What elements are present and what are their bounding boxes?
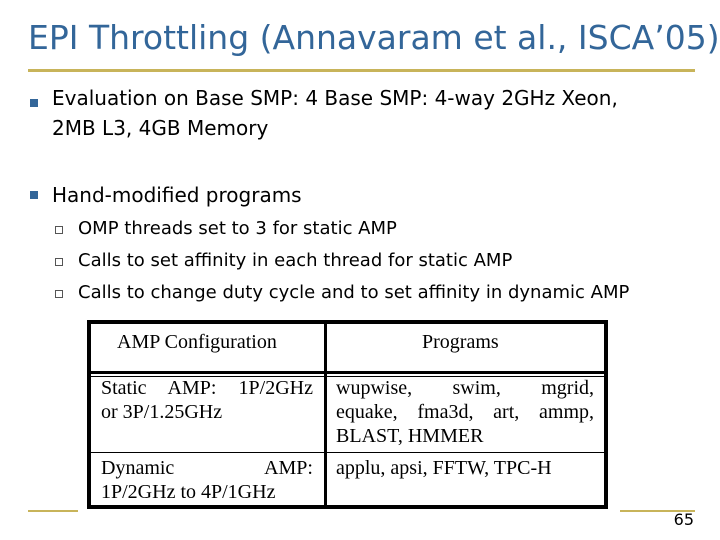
- table-row-1-programs-line-1: wupwise, swim, mgrid,: [336, 377, 594, 399]
- table-header-divider: [91, 371, 604, 374]
- sub-bullet-2: Calls to set affinity in each thread for static AMP: [78, 250, 513, 271]
- sub-bullet-marker: [55, 290, 63, 298]
- title-rule: [28, 69, 695, 72]
- amp-configuration-table: [87, 320, 608, 509]
- table-row-2-programs: applu, apsi, FFTW, TPC-H: [336, 457, 552, 479]
- table-row-divider: [91, 452, 604, 453]
- table-header-programs: Programs: [422, 331, 499, 353]
- table-header-config: AMP Configuration: [117, 331, 277, 353]
- table-row-1-programs-line-2: equake, fma3d, art, ammp,: [336, 401, 594, 423]
- table-row-2-config-line-2: 1P/2GHz to 4P/1GHz: [101, 481, 276, 503]
- table-row-1-config-line-2: or 3P/1.25GHz: [101, 401, 223, 423]
- sub-bullet-marker: [55, 226, 63, 234]
- bullet-1-line-2: 2MB L3, 4GB Memory: [52, 116, 269, 140]
- bullet-1-line-1: Evaluation on Base SMP: 4 Base SMP: 4-way 2GHz Xeon,: [52, 86, 618, 110]
- bullet-2-line-1: Hand-modified programs: [52, 183, 302, 207]
- table-row-2-config-line-1: Dynamic AMP:: [101, 457, 313, 479]
- slide-title: EPI Throttling (Annavaram et al., ISCA’05): [28, 18, 720, 57]
- sub-bullet-marker: [55, 258, 63, 266]
- sub-bullet-3: Calls to change duty cycle and to set affinity in dynamic AMP: [78, 282, 630, 303]
- table-row-1-config-line-1: Static AMP: 1P/2GHz: [101, 377, 313, 399]
- bullet-marker: [30, 191, 38, 199]
- footer-rule-left: [28, 510, 78, 512]
- page-number: 65: [673, 510, 694, 529]
- table-row-1-programs-line-3: BLAST, HMMER: [336, 425, 484, 447]
- table-column-divider: [324, 324, 327, 505]
- sub-bullet-1: OMP threads set to 3 for static AMP: [78, 218, 397, 239]
- bullet-marker: [30, 99, 38, 107]
